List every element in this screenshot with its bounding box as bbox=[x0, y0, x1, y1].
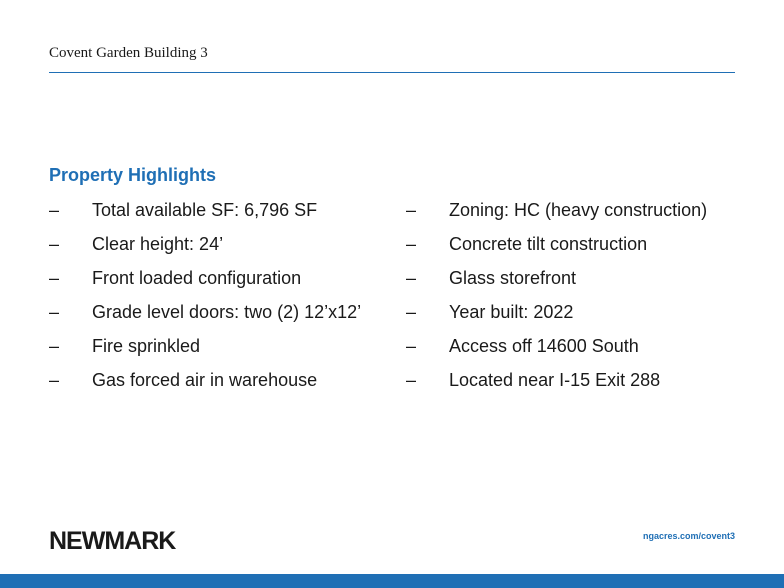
list-item bbox=[406, 200, 736, 234]
list-item-text: Fire sprinkled bbox=[92, 336, 201, 356]
list-item-text: Glass storefront bbox=[449, 268, 577, 288]
bullet-dash: – bbox=[406, 234, 417, 254]
list-item-text: Access off 14600 South bbox=[449, 336, 639, 356]
bullet-dash: – bbox=[49, 268, 60, 288]
bullet-dash: – bbox=[49, 234, 60, 254]
bullet-dash: – bbox=[406, 336, 417, 356]
bullet-dash: – bbox=[406, 302, 417, 322]
bullet-dash: – bbox=[406, 268, 417, 288]
list-item bbox=[406, 268, 736, 302]
footer-bar bbox=[0, 574, 784, 588]
bullet-dash: – bbox=[49, 370, 60, 390]
list-item-text: Front loaded configuration bbox=[92, 268, 302, 288]
list-item-text: Year built: 2022 bbox=[449, 302, 574, 322]
list-item-text: Located near I-15 Exit 288 bbox=[449, 370, 661, 390]
list-item bbox=[406, 370, 736, 404]
list-item bbox=[49, 302, 389, 336]
highlights-list-right bbox=[406, 200, 736, 404]
list-item-text: Grade level doors: two (2) 12’x12’ bbox=[92, 302, 362, 322]
bullet-dash: – bbox=[406, 370, 417, 390]
list-item bbox=[49, 234, 389, 268]
bullet-dash: – bbox=[49, 302, 60, 322]
list-item-text: Total available SF: 6,796 SF bbox=[92, 200, 318, 220]
list-item bbox=[49, 336, 389, 370]
website-link[interactable]: ngacres.com/covent3 bbox=[642, 531, 735, 541]
list-item bbox=[406, 336, 736, 370]
list-item bbox=[49, 200, 389, 234]
section-heading: Property Highlights bbox=[49, 165, 217, 185]
list-item bbox=[49, 268, 389, 302]
list-item-text: Gas forced air in warehouse bbox=[92, 370, 318, 390]
bullet-dash: – bbox=[49, 336, 60, 356]
document-title: Covent Garden Building 3 bbox=[49, 45, 208, 61]
list-item-text: Concrete tilt construction bbox=[449, 234, 648, 254]
list-item bbox=[406, 302, 736, 336]
list-item-text: Clear height: 24’ bbox=[92, 234, 224, 254]
list-item bbox=[406, 234, 736, 268]
list-item bbox=[49, 370, 389, 404]
bullet-dash: – bbox=[49, 200, 60, 220]
newmark-logo: NEWMARK bbox=[49, 527, 176, 555]
highlights-list-left bbox=[49, 200, 389, 404]
header-divider bbox=[49, 72, 735, 73]
list-item-text: Zoning: HC (heavy construction) bbox=[449, 200, 708, 220]
bullet-dash: – bbox=[406, 200, 417, 220]
